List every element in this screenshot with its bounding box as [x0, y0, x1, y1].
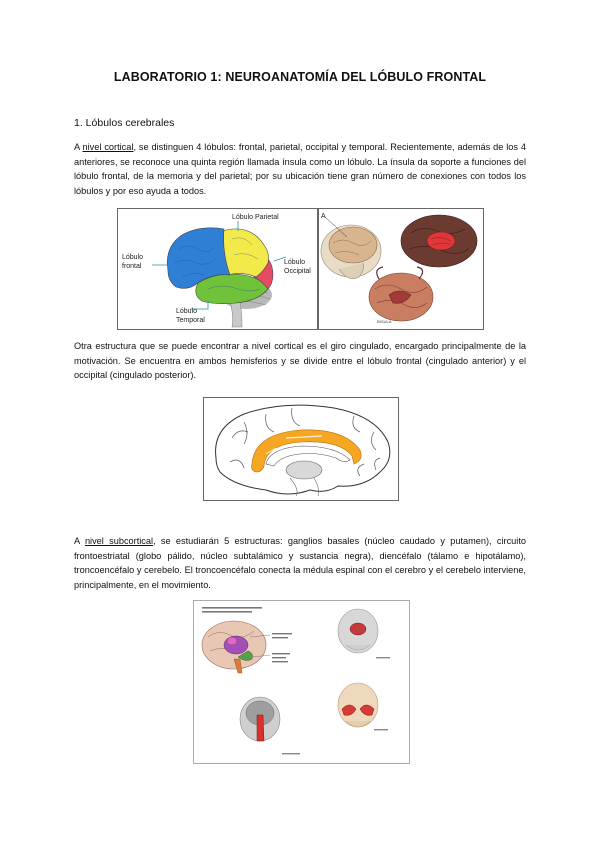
parietal-lobe-shape	[222, 229, 269, 277]
insula-figure	[318, 208, 484, 330]
paragraph-lobes-post: , se distinguen 4 lóbulos: frontal, parietal, occipital y temporal. Recientemente, además de los 4 anteriores, se reconoce una quinta región llamada ínsula como un lóbulo. La ínsula da soporte a funciones del lóbulo frontal, de la memoria y del parietal; por su ubicación tiene gran número de conexiones con todos los lóbulos y por eso ayuda a todos.	[74, 142, 526, 196]
subcortical-figure	[193, 600, 410, 764]
page-title: LABORATORIO 1: NEUROANATOMÍA DEL LÓBULO FRONTAL	[113, 70, 487, 84]
panel-letter: A	[321, 213, 326, 220]
label-parietal: Lóbulo Parietal	[232, 214, 279, 221]
paragraph-subcortical	[74, 534, 526, 592]
section-heading: 1. Lóbulos cerebrales	[74, 117, 175, 129]
brain-lobes-figure	[117, 208, 318, 330]
label-occipital-2: Occipital	[284, 268, 311, 275]
nivel-subcortical-term: nivel subcortical	[84, 536, 154, 546]
nivel-cortical-term: nivel cortical	[82, 142, 134, 152]
label-frontal-2: frontal	[122, 263, 142, 270]
label-occipital-1: Lóbulo	[284, 259, 306, 266]
brainstem-shape	[230, 301, 242, 327]
paragraph-subcortical-post: , se estudiarán 5 estructuras: ganglios basales (núcleo caudado y putamen), circuito frontoestriatal (globo pálido, núcleo subtalámico y sustancia negra), diencéfalo (tálamo e hipotálamo), troncoencéfalo y cerebelo. El troncoencéfalo conecta la médula espinal con el cerebro y el cerebelo interviene, principalmente, en el movimiento.	[74, 536, 526, 590]
label-frontal-1: Lóbulo	[122, 254, 144, 261]
paragraph-lobes-pre: A	[74, 142, 83, 152]
insula-tag: ÍNSULA	[377, 319, 392, 324]
label-temporal-2: Temporal	[176, 317, 205, 324]
paragraph-lobes	[74, 140, 526, 198]
cingulate-figure	[203, 397, 399, 501]
paragraph-cingulate: Otra estructura que se puede encontrar a nivel cortical es el giro cingulado, encargado principalmente de la motivación. Se encuentra en ambos hemisferios y se divide entre el lóbulo frontal (cingulado anterior) y el occipital (cingulado posterior).	[74, 341, 526, 381]
paragraph-subcortical-pre: A	[74, 536, 85, 546]
label-temporal-1: Lóbulo	[176, 308, 198, 315]
head-bottom-right-shape	[338, 683, 378, 727]
brain-in-skull-shape	[329, 227, 377, 263]
thalamus-shape	[286, 461, 322, 479]
